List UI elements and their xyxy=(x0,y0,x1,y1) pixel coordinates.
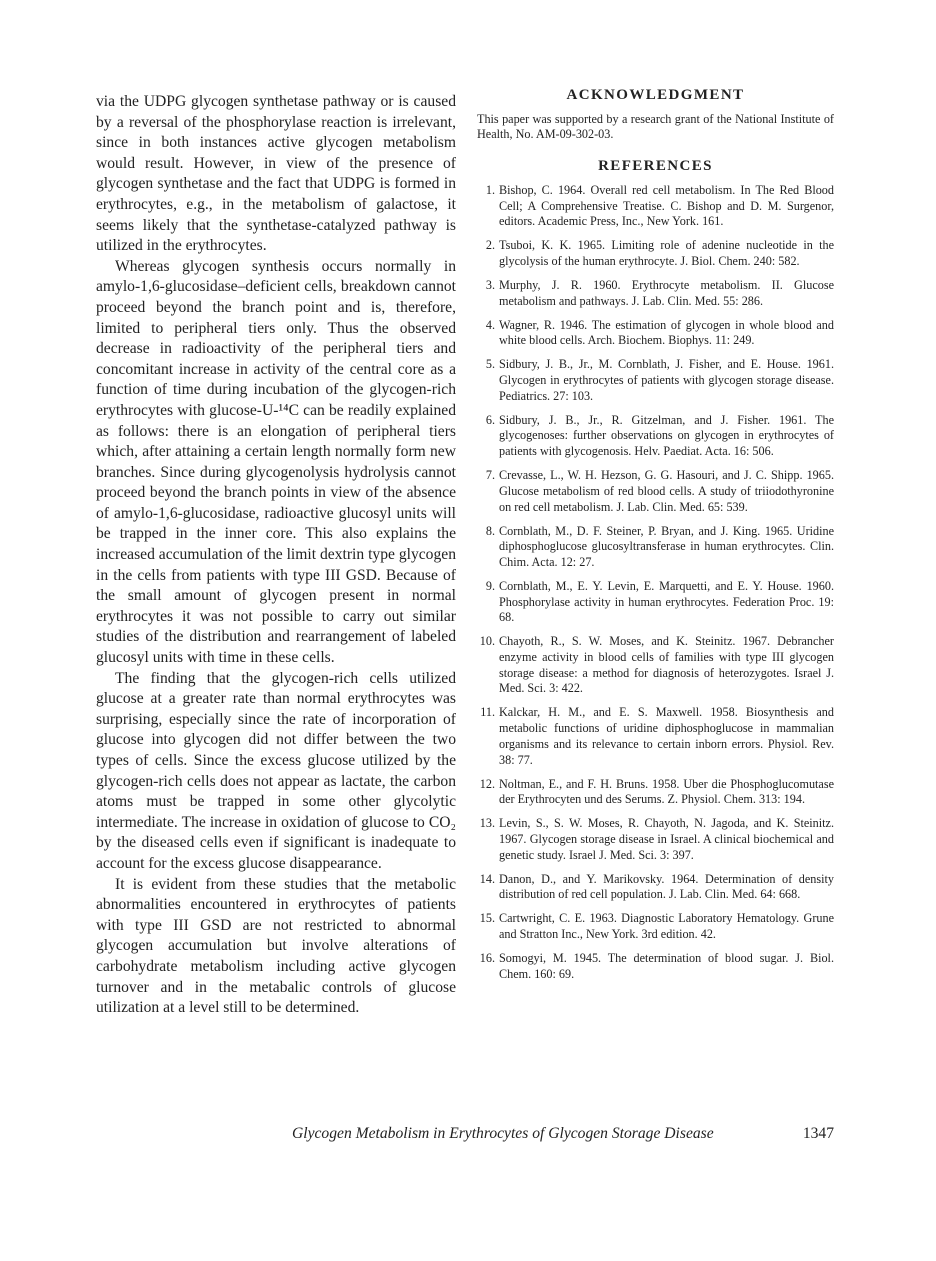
body-paragraph: It is evident from these studies that the metabolic abnormalities encountered in erythrocytes of patients with type III GSD are not restricted to abnormal glycogen accumulation but involve alterations of carbohydrate metabolism including active glycogen turnover and in the metabalic controls of glucose utilization at a level still to be determined. xyxy=(96,875,456,1017)
reference-text: Sidbury, J. B., Jr., R. Gitzelman, and J. Fisher. 1961. The glycogenoses: further observations on glycogen in erythrocytes of patients with glycogenosis. Helv. Paediat. Acta. 16: 506. xyxy=(499,412,834,459)
reference-text: Wagner, R. 1946. The estimation of glycogen in whole blood and white blood cells. Arch. Biochem. Biophys. 11: 249. xyxy=(499,317,834,348)
reference-number: 3. xyxy=(485,277,495,292)
reference-number: 15. xyxy=(479,911,495,926)
reference-text: Levin, S., S. W. Moses, R. Chayoth, N. Jagoda, and K. Steinitz. 1967. Glycogen storage disease in Israel. A clinical biochemical and genetic study. Israel J. Med. Sci. 3: 397. xyxy=(499,816,834,862)
reference-item xyxy=(477,318,834,349)
reference-item xyxy=(477,872,834,903)
reference-text: Sidbury, J. B., Jr., M. Cornblath, J. Fisher, and E. House. 1961. Glycogen in erythrocytes of patients with glycogen storage disease. Pediatrics. 27: 103. xyxy=(499,357,834,403)
reference-text: Cartwright, C. E. 1963. Diagnostic Laboratory Hematology. Grune and Stratton Inc., New York. 3rd edition. 42. xyxy=(499,911,834,942)
reference-item xyxy=(477,357,834,404)
page-number: 1347 xyxy=(802,1125,834,1142)
reference-number: 16. xyxy=(479,951,495,966)
reference-text: Cornblath, M., E. Y. Levin, E. Marquetti, and E. Y. House. 1960. Phosphorylase activity in human erythrocytes. Federation Proc. 19: 68. xyxy=(499,578,834,625)
reference-item xyxy=(477,579,834,626)
reference-text: Kalckar, H. M., and E. S. Maxwell. 1958. Biosynthesis and metabolic functions of uridine diphosphoglucose in mammalian organisms and its relevance to certain inborn errors. Physiol. Rev. 38: 77. xyxy=(499,705,834,767)
reference-item xyxy=(477,468,834,515)
back-matter-column xyxy=(477,88,834,991)
body-paragraph: The finding that the glycogen-rich cells utilized glucose at a greater rate than normal erythrocytes was surprising, especially since the rate of incorporation of glucose into glycogen did not differ between the two types of cells. Since the excess glucose utilized by the glycogen-rich cells does not appear as lactate, the carbon atoms must be trapped in some other glycolytic intermediate. The increase in oxidation of glucose to CO₂ by the diseased cells even if significant is inadequate to account for the excess glucose disappearance. xyxy=(96,669,456,872)
reference-number: 10. xyxy=(479,634,495,649)
body-paragraph: Whereas glycogen synthesis occurs normally in amylo-1,6-glucosidase–deficient cells, breakdown cannot proceed beyond the branch point and is, therefore, limited to peripheral tiers only. Thus the observed decrease in radioactivity of the peripheral tiers and concomitant increase in activity of the central core as a function of time during incubation of the glycogen-rich erythrocytes with glucose-U-¹⁴C can be readily explained as follows: there is an elongation of peripheral tiers which, after attaining a certain length normally form new branches. Since during glycogenolysis hydrolysis cannot proceed beyond the branch points in view of the absence of amylo-1,6-glucosidase, radioactive glucosyl units will be trapped in the inner core. This also explains the increased accumulation of the limit dextrin type glycogen in the cells from patients with type III GSD. Because of the small amount of glycogen present in normal erythrocytes it was not possible to carry out similar studies of the distribution and rearrangement of labeled glucosyl units with time in these cells. xyxy=(96,257,456,667)
reference-number: 2. xyxy=(485,238,495,253)
reference-item xyxy=(477,524,834,571)
reference-number: 6. xyxy=(485,412,495,427)
reference-number: 7. xyxy=(485,468,495,483)
references-list xyxy=(477,183,834,983)
reference-text: Danon, D., and Y. Marikovsky. 1964. Determination of density distribution of red cell population. J. Lab. Clin. Med. 64: 668. xyxy=(499,871,834,902)
reference-number: 11. xyxy=(480,705,495,720)
reference-item xyxy=(477,705,834,768)
reference-item xyxy=(477,183,834,230)
reference-text: Noltman, E., and F. H. Bruns. 1958. Uber die Phosphoglucomutase der Erythrocyten und des Serums. Z. Physiol. Chem. 313: 194. xyxy=(499,776,834,807)
reference-number: 13. xyxy=(479,816,495,831)
page-footer xyxy=(292,1125,834,1143)
reference-number: 4. xyxy=(485,317,495,332)
reference-number: 9. xyxy=(485,578,495,593)
reference-number: 8. xyxy=(485,523,495,538)
reference-text: Chayoth, R., S. W. Moses, and K. Steinitz. 1967. Debrancher enzyme activity in blood cells of families with type III glycogen storage disease: a method for diagnosis of heterozygotes. Israel J. Med. Sci. 3: 422. xyxy=(499,634,834,696)
reference-item xyxy=(477,816,834,863)
reference-text: Cornblath, M., D. F. Steiner, P. Bryan, and J. King. 1965. Uridine diphosphoglucose glucosyltransferase in human erythrocytes. Clin. Chim. Acta. 12: 27. xyxy=(499,523,834,569)
reference-text: Bishop, C. 1964. Overall red cell metabolism. In The Red Blood Cell; A Comprehensive Treatise. C. Bishop and D. M. Surgenor, editors. Academic Press, Inc., New York. 161. xyxy=(499,182,834,229)
reference-item xyxy=(477,634,834,697)
reference-item xyxy=(477,777,834,808)
body-text-column xyxy=(96,92,456,1019)
references-heading: REFERENCES xyxy=(598,158,713,175)
reference-text: Crevasse, L., W. H. Hezson, G. G. Hasouri, and J. C. Shipp. 1965. Glucose metabolism of red blood cells. A study of triiodothyronine on red cell metabolism. J. Lab. Clin. Med. 65: 539. xyxy=(499,468,834,514)
body-paragraph: via the UDPG glycogen synthetase pathway or is caused by a reversal of the phosphorylase reaction is irrelevant, since in both instances active glycogen metabolism would result. However, in view of the presence of glycogen synthetase and the fact that UDPG is formed in erythrocytes, e.g., in the metabolism of galactose, it seems likely that the synthetase-catalyzed pathway is utilized in the erythrocytes. xyxy=(96,93,456,255)
reference-number: 5. xyxy=(485,357,495,372)
reference-number: 12. xyxy=(479,776,495,791)
acknowledgment-text: This paper was supported by a research grant of the National Institute of Health, No. AM-09-302-03. xyxy=(477,111,834,142)
reference-item xyxy=(477,278,834,309)
reference-number: 1. xyxy=(485,182,495,197)
reference-item xyxy=(477,911,834,942)
running-title: Glycogen Metabolism in Erythrocytes of Glycogen Storage Disease xyxy=(292,1125,714,1142)
reference-item xyxy=(477,951,834,982)
reference-item xyxy=(477,413,834,460)
reference-text: Murphy, J. R. 1960. Erythrocyte metabolism. II. Glucose metabolism and pathways. J. Lab. Clin. Med. 55: 286. xyxy=(499,277,834,308)
acknowledgment-heading: ACKNOWLEDGMENT xyxy=(566,87,745,103)
reference-item xyxy=(477,238,834,269)
reference-number: 14. xyxy=(479,871,495,886)
reference-text: Somogyi, M. 1945. The determination of blood sugar. J. Biol. Chem. 160: 69. xyxy=(499,951,834,981)
reference-text: Tsuboi, K. K. 1965. Limiting role of adenine nucleotide in the glycolysis of the human erythrocyte. J. Biol. Chem. 240: 582. xyxy=(499,238,834,268)
